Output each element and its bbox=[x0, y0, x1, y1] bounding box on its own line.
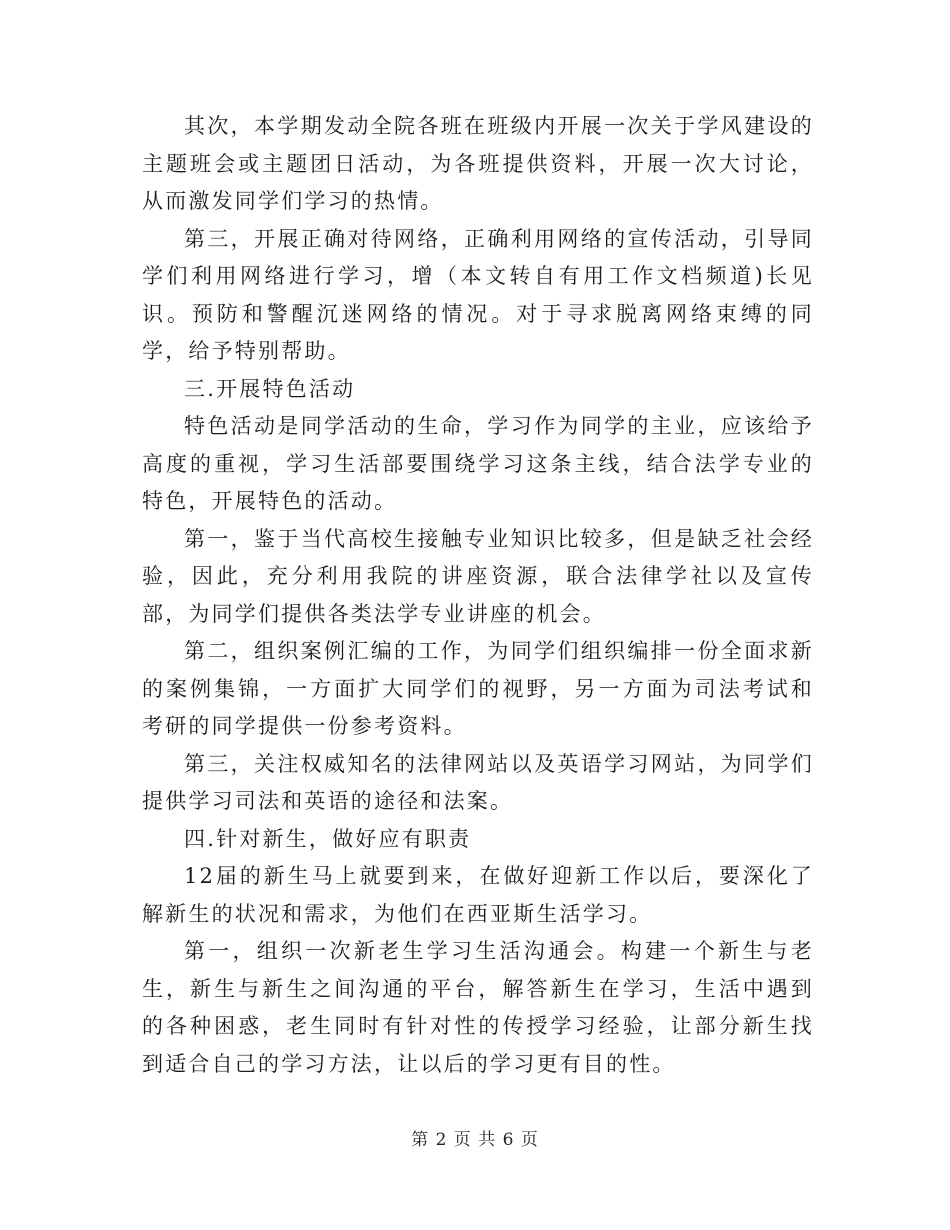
document-body bbox=[142, 108, 814, 1083]
paragraph-4: 第一，鉴于当代高校生接触专业知识比较多，但是缺乏社会经验，因此，充分利用我院的讲座资源，联合法律学社以及宣传部，为同学们提供各类法学专业讲座的机会。 bbox=[142, 526, 814, 626]
section-heading-4: 四.针对新生，做好应有职责 bbox=[184, 826, 472, 851]
paragraph-3: 特色活动是同学活动的生命，学习作为同学的主业，应该给予高度的重视，学习生活部要围绕学习这条主线，结合法学专业的特色，开展特色的活动。 bbox=[142, 414, 814, 513]
paragraph-2: 第三，开展正确对待网络，正确利用网络的宣传活动，引导同学们利用网络进行学习，增（本文转自有用工作文档频道)长见识。预防和警醒沉迷网络的情况。对于寻求脱离网络束缚的同学，给予特别帮助。 bbox=[142, 226, 814, 363]
page-number-footer: 第 2 页 共 6 页 bbox=[411, 1130, 539, 1150]
paragraph-5: 第二，组织案例汇编的工作，为同学们组织编排一份全面求新的案例集锦，一方面扩大同学们的视野，另一方面为司法考试和考研的同学提供一份参考资料。 bbox=[142, 639, 814, 738]
paragraph-1: 其次，本学期发动全院各班在班级内开展一次关于学风建设的主题班会或主题团日活动，为各班提供资料，开展一次大讨论，从而激发同学们学习的热情。 bbox=[142, 114, 814, 213]
paragraph-7: 12届的新生马上就要到来，在做好迎新工作以后，要深化了解新生的状况和需求，为他们在西亚斯生活学习。 bbox=[142, 864, 814, 926]
paragraph-6: 第三，关注权威知名的法律网站以及英语学习网站，为同学们提供学习司法和英语的途径和法案。 bbox=[142, 751, 814, 813]
paragraph-8: 第一，组织一次新老生学习生活沟通会。构建一个新生与老生，新生与新生之间沟通的平台，解答新生在学习，生活中遇到的各种困惑，老生同时有针对性的传授学习经验，让部分新生找到适合自己的学习方法，让以后的学习更有目的性。 bbox=[142, 939, 814, 1076]
section-heading-3: 三.开展特色活动 bbox=[184, 376, 356, 401]
